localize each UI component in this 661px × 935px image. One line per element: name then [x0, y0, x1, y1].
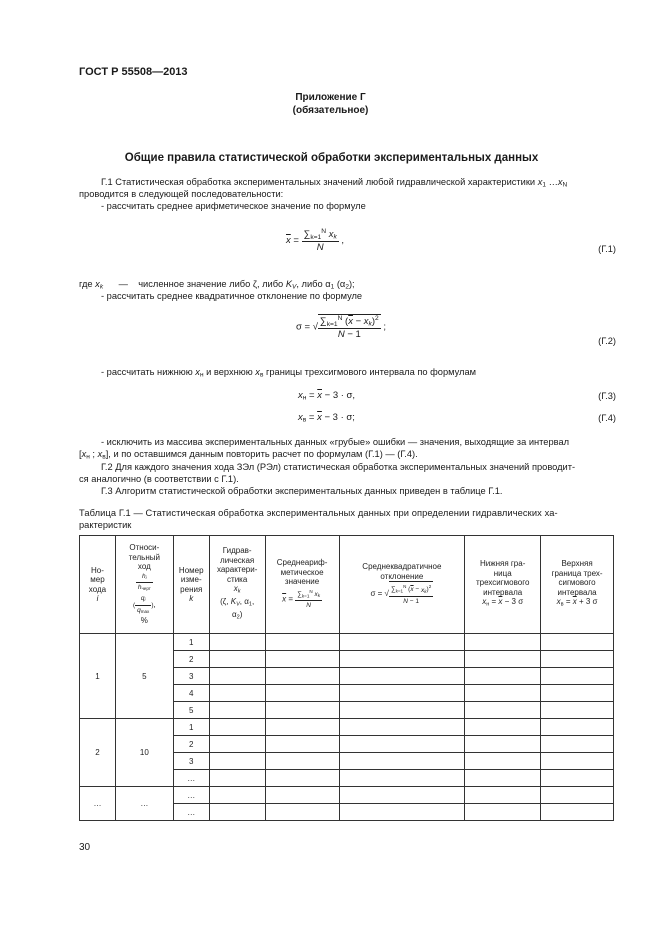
- empty-cell: [209, 651, 265, 668]
- table-row: [80, 719, 614, 736]
- empty-cell: [465, 804, 541, 821]
- empty-cell: [541, 787, 614, 804]
- table-row: [80, 787, 614, 804]
- header-stroke-number: Но- мер хода i: [80, 536, 116, 634]
- empty-cell: [339, 651, 465, 668]
- empty-cell: [265, 770, 339, 787]
- step-sigma: - рассчитать среднее квадратичное отклонение по формуле: [101, 291, 363, 301]
- header-relative-stroke: Относи- тельный ход $\frac{h_i}{h_{черт}}$ ( $\frac{q_i}{q_{max}}$ ), %: [115, 536, 173, 634]
- empty-cell: [209, 736, 265, 753]
- measurement-number-cell: 1: [173, 634, 209, 651]
- measurement-number-cell: 4: [173, 685, 209, 702]
- table-caption: Таблица Г.1 — Статистическая обработка экспериментальных данных при определении гидравлических ха-: [79, 508, 558, 518]
- equation-number-g1: (Г.1): [598, 244, 616, 254]
- equation-number-g3: (Г.3): [598, 391, 616, 401]
- header-upper-bound: Верхняя граница трех- сигмового интервала $x_в = \overline{x} + 3$ σ: [541, 536, 614, 634]
- table-caption-line2: рактеристик: [79, 520, 132, 530]
- empty-cell: [265, 719, 339, 736]
- paragraph-exclude: - исключить из массива экспериментальных данных «грубые» ошибки — значения, выходящие за интервал: [101, 437, 570, 447]
- empty-cell: [265, 702, 339, 719]
- statistics-table: [79, 535, 614, 821]
- measurement-number-cell: …: [173, 770, 209, 787]
- empty-cell: [339, 634, 465, 651]
- empty-cell: [465, 702, 541, 719]
- measurement-number-cell: 3: [173, 753, 209, 770]
- empty-cell: [209, 804, 265, 821]
- header-hydraulic-characteristic: Гидрав- лическая характери- стика $x_k$ (ζ, $K_V$, $\alpha_1$, $\alpha_2$): [209, 536, 265, 634]
- empty-cell: [339, 787, 465, 804]
- empty-cell: [339, 702, 465, 719]
- formula-upper: $x_в = \overline{x} - 3 \cdot \sigma$;: [298, 412, 355, 424]
- relative-stroke-cell: 5: [115, 634, 173, 719]
- empty-cell: [265, 804, 339, 821]
- empty-cell: [465, 634, 541, 651]
- empty-cell: [209, 753, 265, 770]
- measurement-number-cell: 1: [173, 719, 209, 736]
- empty-cell: [465, 770, 541, 787]
- table-header-row: [80, 536, 614, 634]
- empty-cell: [265, 634, 339, 651]
- empty-cell: [541, 770, 614, 787]
- table-row: [80, 634, 614, 651]
- measurement-number-cell: 2: [173, 736, 209, 753]
- step-interval: - рассчитать нижнюю $x_н$ и верхнюю $x_в$ границы трехсигмового интервала по формулам: [101, 367, 477, 379]
- step-mean: - рассчитать среднее арифметическое значение по формуле: [101, 201, 366, 211]
- empty-cell: [209, 634, 265, 651]
- page-number: 30: [79, 842, 91, 853]
- paragraph-g1: Г.1 Статистическая обработка экспериментальных значений любой гидравлической характеристики $x_1$ $\dots x_N$: [101, 177, 568, 189]
- measurement-number-cell: 3: [173, 668, 209, 685]
- relative-stroke-cell: 10: [115, 719, 173, 787]
- empty-cell: [339, 685, 465, 702]
- where-clause: где $x_k$ — численное значение либо ζ, либо $K_V$, либо $\alpha_1$ $(\alpha_2)$;: [79, 279, 355, 291]
- empty-cell: [265, 668, 339, 685]
- header-lower-bound: Нижняя гра- ница трехсигмового интервала $x_н = \overline{x} - 3$ σ: [465, 536, 541, 634]
- section-title: Общие правила статистической обработки экспериментальных данных: [124, 152, 539, 164]
- measurement-number-cell: …: [173, 804, 209, 821]
- empty-cell: [265, 787, 339, 804]
- paragraph-g1-line2: проводится в следующей последовательности:: [79, 189, 284, 199]
- empty-cell: [465, 668, 541, 685]
- empty-cell: [541, 804, 614, 821]
- empty-cell: [209, 702, 265, 719]
- empty-cell: [465, 651, 541, 668]
- empty-cell: [465, 719, 541, 736]
- empty-cell: [465, 787, 541, 804]
- empty-cell: [339, 753, 465, 770]
- empty-cell: [541, 634, 614, 651]
- appendix-subtitle: (обязательное): [292, 105, 369, 116]
- formula-lower: $x_н = \overline{x} - 3 \cdot \sigma$,: [298, 390, 356, 402]
- stroke-number-cell: 2: [80, 719, 116, 787]
- equation-number-g4: (Г.4): [598, 413, 616, 423]
- empty-cell: [209, 668, 265, 685]
- empty-cell: [339, 804, 465, 821]
- empty-cell: [465, 685, 541, 702]
- empty-cell: [209, 770, 265, 787]
- measurement-number-cell: 2: [173, 651, 209, 668]
- empty-cell: [465, 753, 541, 770]
- empty-cell: [265, 651, 339, 668]
- appendix-title: Приложение Г: [295, 92, 366, 103]
- empty-cell: [541, 719, 614, 736]
- paragraph-g2: Г.2 Для каждого значения хода ЗЭл (РЭл) статистическая обработка экспериментальных значений проводит-: [101, 462, 576, 472]
- empty-cell: [339, 719, 465, 736]
- stroke-number-cell: …: [80, 787, 116, 821]
- empty-cell: [265, 685, 339, 702]
- equation-number-g2: (Г.2): [598, 336, 616, 346]
- empty-cell: [339, 736, 465, 753]
- stroke-number-cell: 1: [80, 634, 116, 719]
- empty-cell: [541, 685, 614, 702]
- header-standard-deviation: Среднеквадратичное отклонение σ = √ $\frac{\sum_{k=1}^N (\overline{x} - x_k)^2}{N - 1}$: [339, 536, 465, 634]
- empty-cell: [265, 736, 339, 753]
- empty-cell: [265, 753, 339, 770]
- paragraph-g3: Г.3 Алгоритм статистической обработки экспериментальных данных приведен в таблице Г.1.: [101, 486, 503, 496]
- empty-cell: [541, 668, 614, 685]
- paragraph-g2-line2: ся аналогично (в соответствии с Г.1).: [79, 474, 239, 484]
- measurement-number-cell: …: [173, 787, 209, 804]
- paragraph-exclude-line2: [$x_н$ ; $x_в$], и по оставшимся данным повторить расчет по формулам (Г.1) — (Г.4).: [79, 449, 418, 461]
- document-header: ГОСТ Р 55508—2013: [79, 66, 188, 78]
- header-measurement-number: Номер изме- рения k: [173, 536, 209, 634]
- empty-cell: [465, 736, 541, 753]
- measurement-number-cell: 5: [173, 702, 209, 719]
- empty-cell: [339, 668, 465, 685]
- empty-cell: [541, 753, 614, 770]
- empty-cell: [209, 685, 265, 702]
- empty-cell: [209, 787, 265, 804]
- empty-cell: [541, 736, 614, 753]
- empty-cell: [209, 719, 265, 736]
- empty-cell: [541, 702, 614, 719]
- formula-sigma: σ = √ $\frac{\sum_{k=1}^N (\overline{x} - x_k)^2}{N - 1}$ ;: [296, 315, 387, 340]
- empty-cell: [339, 770, 465, 787]
- header-arithmetic-mean: Среднеариф- метическое значение $\overline{x}$ = $\frac{\sum_{k=1}^N x_k}{N}$: [265, 536, 339, 634]
- formula-mean: $\overline{x}$ = $\frac{\sum_{k=1}^N x_k}{N}$ ,: [286, 228, 345, 253]
- empty-cell: [541, 651, 614, 668]
- relative-stroke-cell: …: [115, 787, 173, 821]
